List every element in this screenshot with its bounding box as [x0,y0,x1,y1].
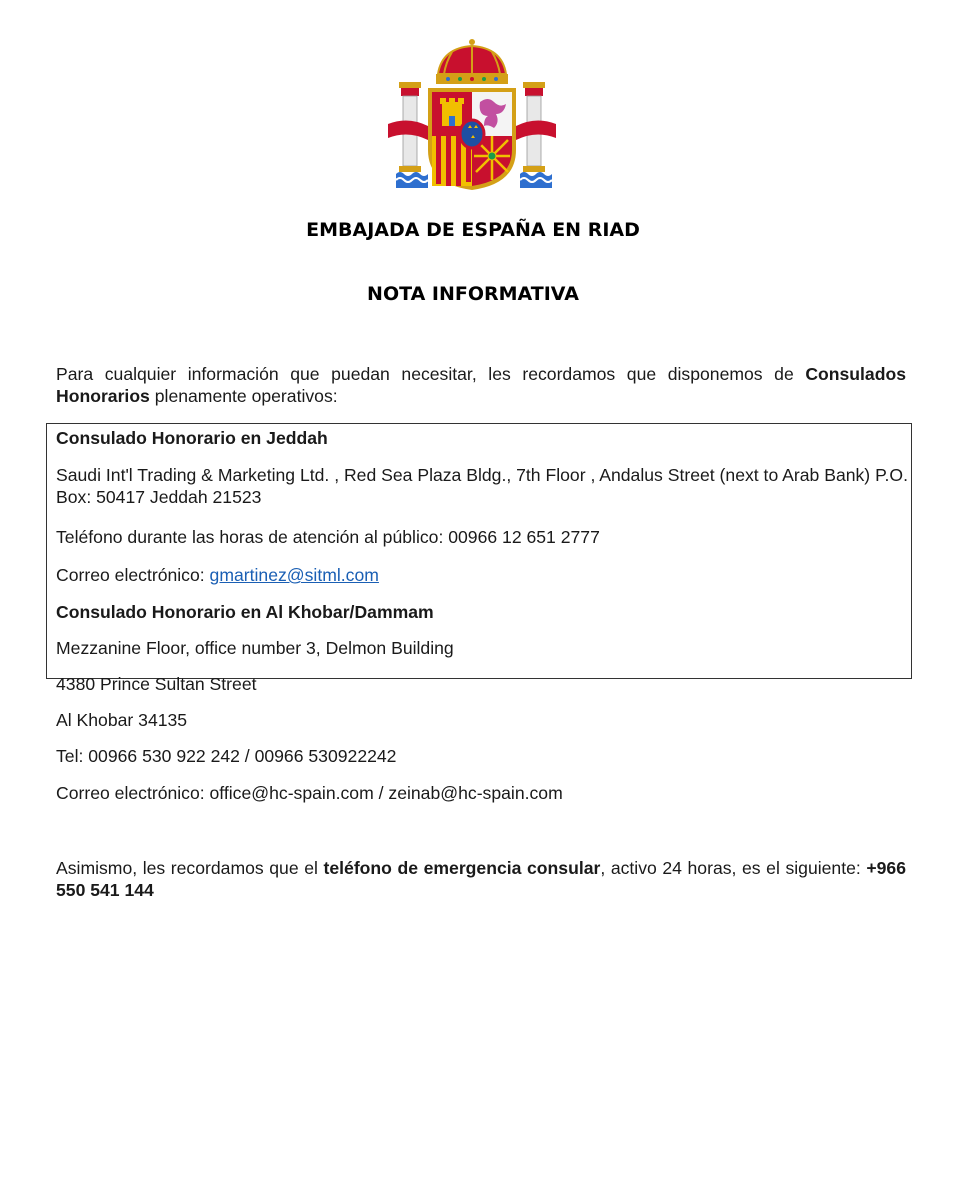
khobar-address-line2: 4380 Prince Sultan Street [56,674,257,694]
page-title: EMBAJADA DE ESPAÑA EN RIAD [306,219,640,241]
page-subtitle: NOTA INFORMATIVA [367,283,579,305]
intro-paragraph: Para cualquier información que puedan necesitar, les recordamos que disponemos de Consulados Honorarios plenamente operativos: [56,364,906,406]
intro-bold: Consulados Honorarios [56,364,906,406]
crown [436,39,508,84]
emergency-paragraph: Asimismo, les recordamos que el teléfono de emergencia consular, activo 24 horas, es el siguiente: +966 550 541 144 [56,858,906,900]
emergency-bold: teléfono de emergencia consular [323,858,601,878]
jeddah-email-line: Correo electrónico: gmartinez@sitml.com [56,565,379,585]
khobar-email: Correo electrónico: office@hc-spain.com / zeinab@hc-spain.com [56,783,563,803]
jeddah-email-link[interactable]: gmartinez@sitml.com [209,565,379,585]
jeddah-address: Saudi Int'l Trading & Marketing Ltd. , Red Sea Plaza Bldg., 7th Floor , Andalus Street (next to Arab Bank) P.O. Box: 50417 Jeddah 21523 [56,465,908,507]
khobar-city: Al Khobar 34135 [56,710,188,730]
khobar-address-line1: Mezzanine Floor, office number 3, Delmon Building [56,638,454,658]
jeddah-title: Consulado Honorario en Jeddah [56,428,328,448]
emergency-number: +966 550 541 144 [56,858,906,900]
khobar-title: Consulado Honorario en Al Khobar/Dammam [56,602,434,622]
jeddah-phone: Teléfono durante las horas de atención al público: 00966 12 651 2777 [56,527,600,547]
spain-coat-of-arms-icon [386,36,558,194]
shield [428,88,516,190]
khobar-phone: Tel: 00966 530 922 242 / 00966 530922242 [56,746,397,766]
